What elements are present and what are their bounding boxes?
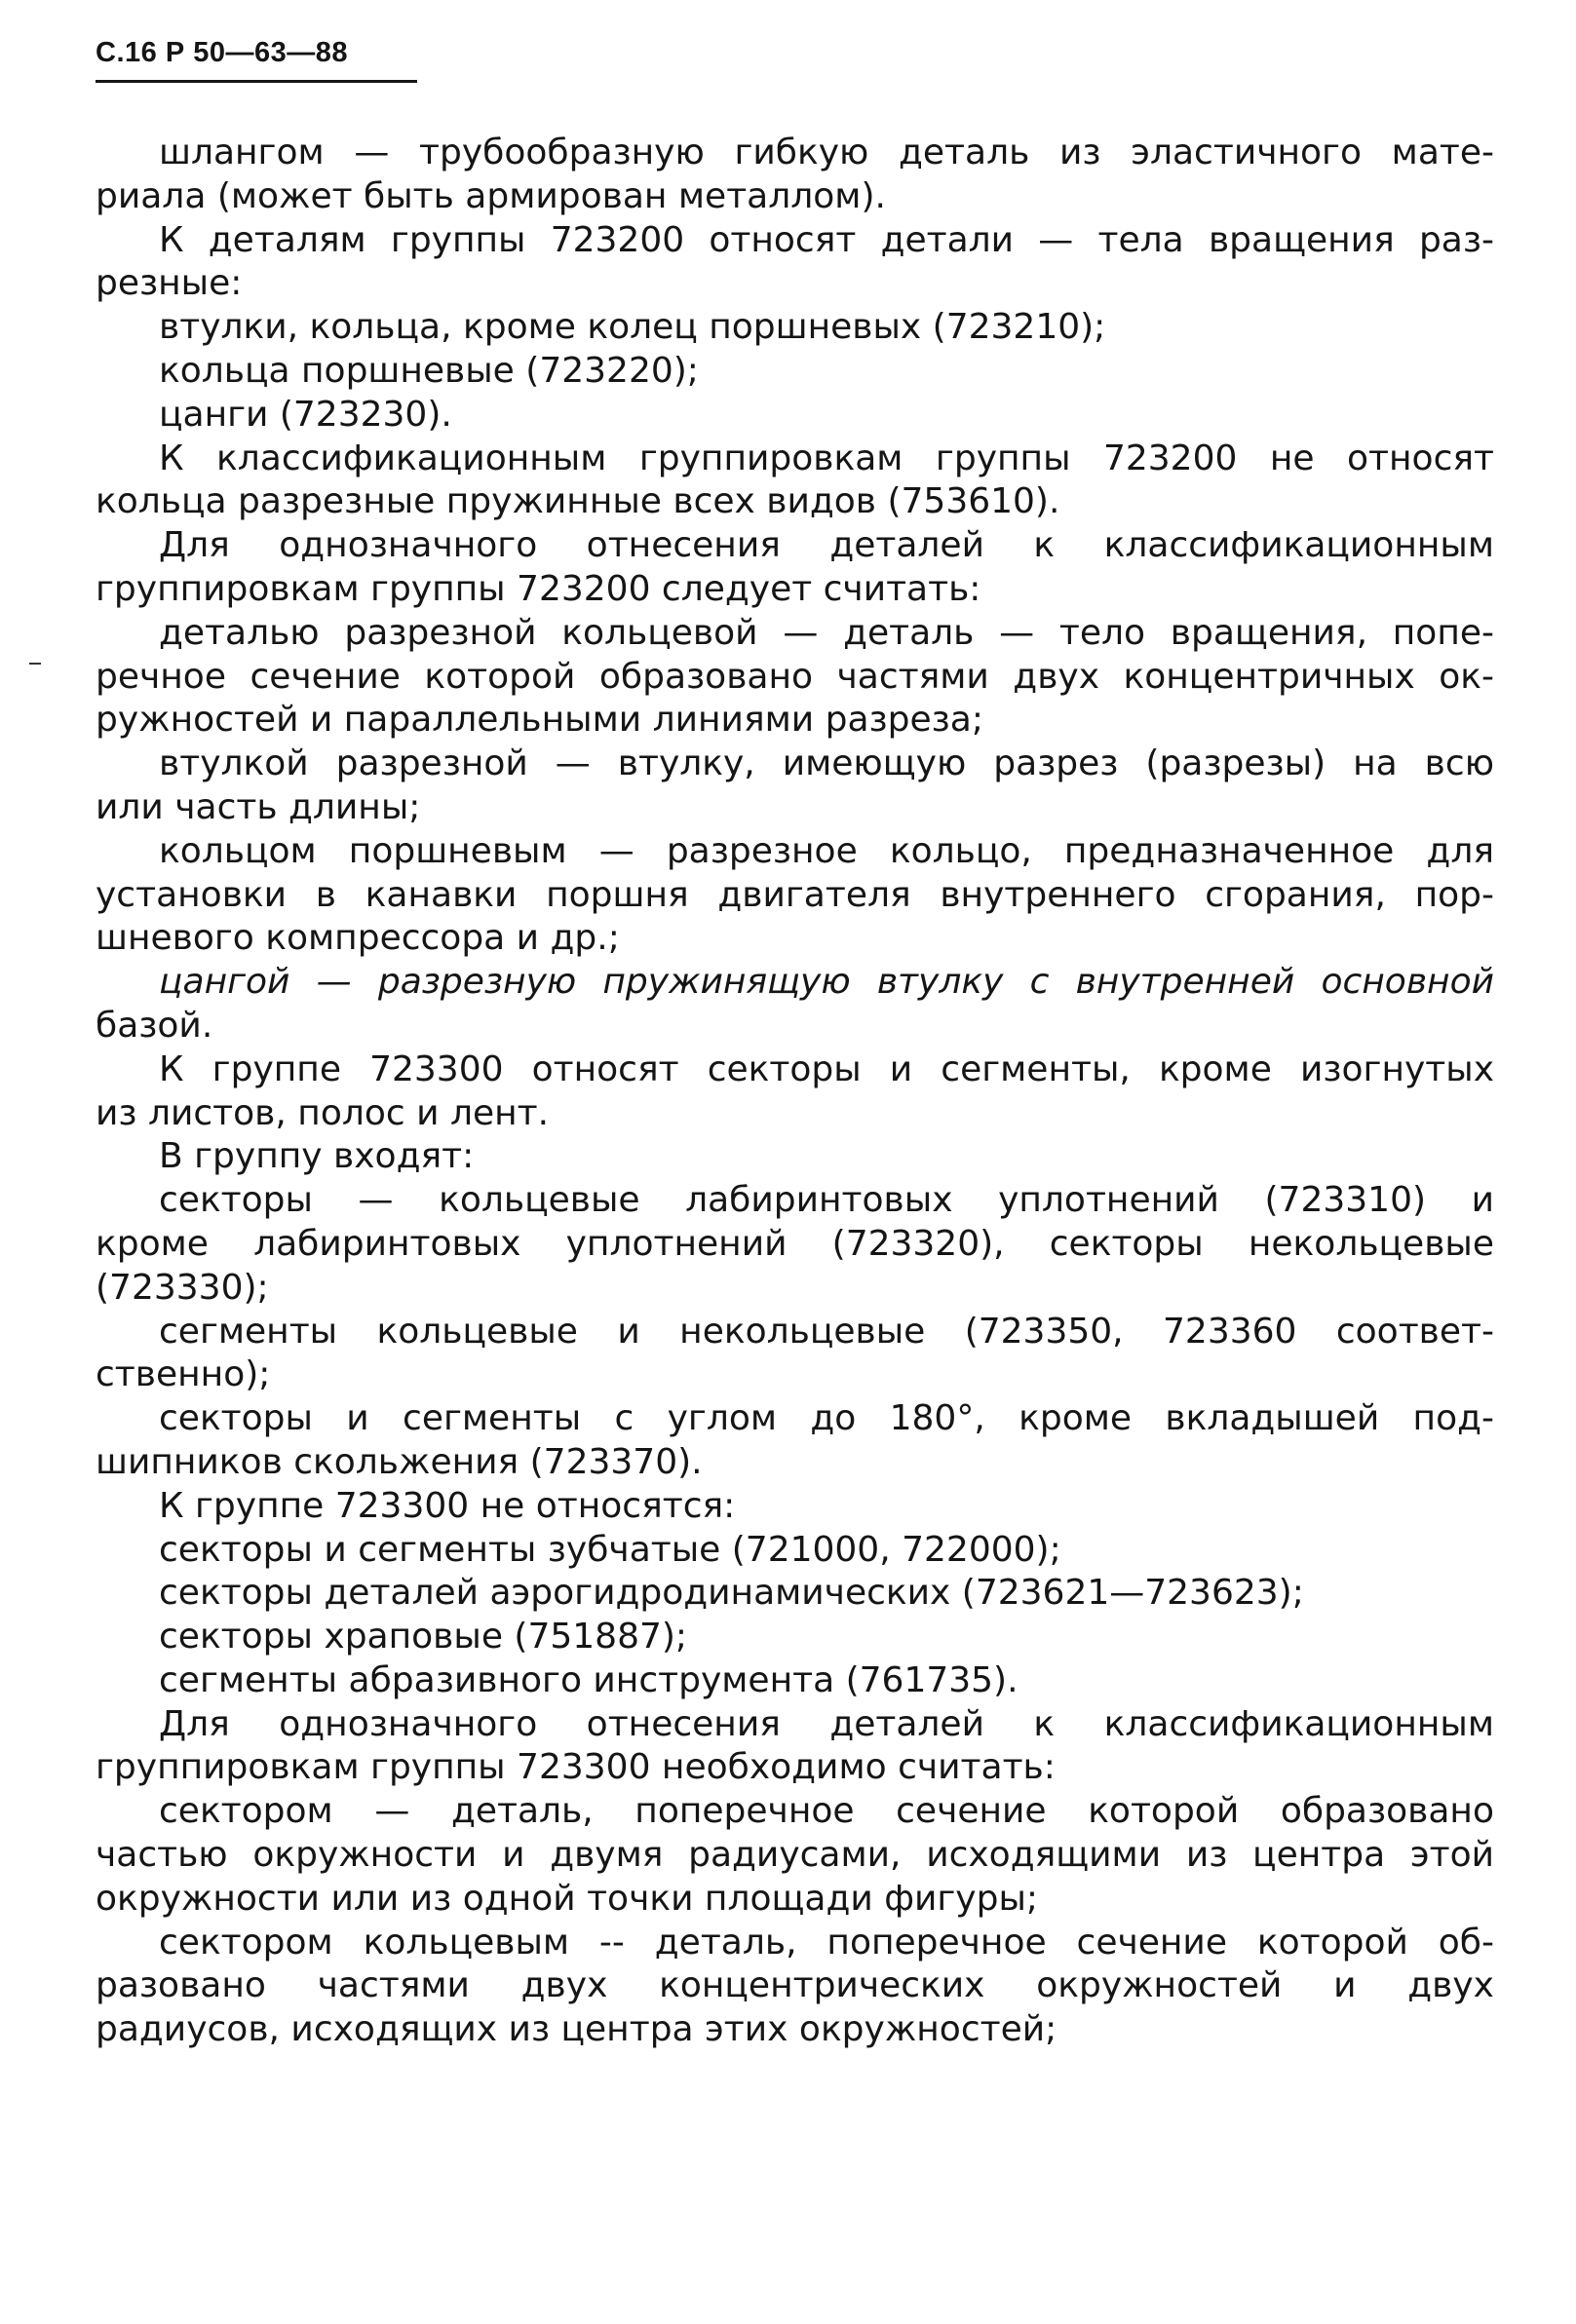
text-line: втулкой разрезной — втулку, имеющую разрез (разрезы) на всю xyxy=(159,743,1494,784)
text-line: сегменты кольцевые и некольцевые (723350, 723360 соответ- xyxy=(159,1311,1494,1352)
text-line: из листов, полос и лент. xyxy=(96,1092,550,1133)
text-line: цанги (723230). xyxy=(159,394,452,435)
text-line: ружностей и параллельными линиями разреза; xyxy=(96,700,983,741)
text-line: секторы — кольцевые лабиринтовых уплотнений (723310) и xyxy=(159,1180,1494,1221)
text-line: группировкам группы 723300 необходимо считать: xyxy=(96,1747,1056,1788)
text-line: шипников скольжения (723370). xyxy=(96,1441,703,1482)
text-line: К классификационным группировкам группы 723200 не относят xyxy=(159,438,1494,478)
text-line: деталью разрезной кольцевой — деталь — тело вращения, попе- xyxy=(159,612,1494,653)
text-line: радиусов, исходящих из центра этих окружностей; xyxy=(96,2009,1057,2050)
text-line: частью окружности и двумя радиусами, исходящими из центра этой xyxy=(96,1835,1494,1876)
text-line: К группе 723300 относят секторы и сегменты, кроме изогнутых xyxy=(159,1048,1494,1089)
text-line: цангой — разрезную пружинящую втулку с внутренней основной xyxy=(159,962,1494,1003)
text-line: Для однозначного отнесения деталей к классификационным xyxy=(159,525,1494,566)
text-line: риала (может быть армирован металлом). xyxy=(96,175,886,216)
text-line: секторы храповые (751887); xyxy=(159,1617,688,1657)
text-line: сектором кольцевым -- деталь, поперечное сечение которой об- xyxy=(159,1922,1494,1962)
text-line: базой. xyxy=(96,1005,213,1046)
text-line: шлангом — трубообразную гибкую деталь из эластичного мате- xyxy=(159,133,1494,172)
header-rule xyxy=(96,80,417,83)
text-line: ственно); xyxy=(96,1354,271,1395)
page-header: С.16 Р 50—63—88 xyxy=(96,37,348,68)
text-line: окружности или из одной точки площади фигуры; xyxy=(96,1878,1038,1919)
text-line: секторы и сегменты с углом до 180°, кроме вкладышей под- xyxy=(159,1398,1494,1439)
text-line: секторы и сегменты зубчатые (721000, 722000); xyxy=(159,1529,1061,1570)
text-line: сектором — деталь, поперечное сечение которой образовано xyxy=(159,1791,1494,1832)
text-line: речное сечение которой образовано частями двух концентричных ок- xyxy=(96,656,1494,697)
text-line: разовано частями двух концентрических окружностей и двух xyxy=(96,1965,1494,2006)
text-line: или часть длины; xyxy=(96,786,421,827)
text-line: группировкам группы 723200 следует считать: xyxy=(96,568,981,609)
text-line: втулки, кольца, кроме колец поршневых (723210); xyxy=(159,307,1106,348)
text-line: Для однозначного отнесения деталей к классификационным xyxy=(159,1703,1494,1744)
text-line: резные: xyxy=(96,263,243,304)
text-line: (723330); xyxy=(96,1267,269,1308)
text-line: установки в канавки поршня двигателя внутреннего сгорания, пор- xyxy=(96,874,1494,915)
text-line: секторы деталей аэрогидродинамических (723621—723623); xyxy=(159,1573,1304,1614)
text-line: В группу входят: xyxy=(159,1136,475,1177)
text-line: шневого компрессора и др.; xyxy=(96,918,620,959)
margin-mark xyxy=(29,663,41,665)
body-text xyxy=(96,132,1494,2052)
text-line: К деталям группы 723200 относят детали — тела вращения раз- xyxy=(159,219,1494,260)
text-line: кольца разрезные пружинные всех видов (753610). xyxy=(96,481,1060,522)
text-line: кольцом поршневым — разрезное кольцо, предназначенное для xyxy=(159,830,1494,871)
text-line: кроме лабиринтовых уплотнений (723320), секторы некольцевые xyxy=(96,1223,1494,1264)
text-line: сегменты абразивного инструмента (761735). xyxy=(159,1659,1019,1700)
text-line: К группе 723300 не относятся: xyxy=(159,1485,736,1526)
text-line: кольца поршневые (723220); xyxy=(159,350,699,391)
